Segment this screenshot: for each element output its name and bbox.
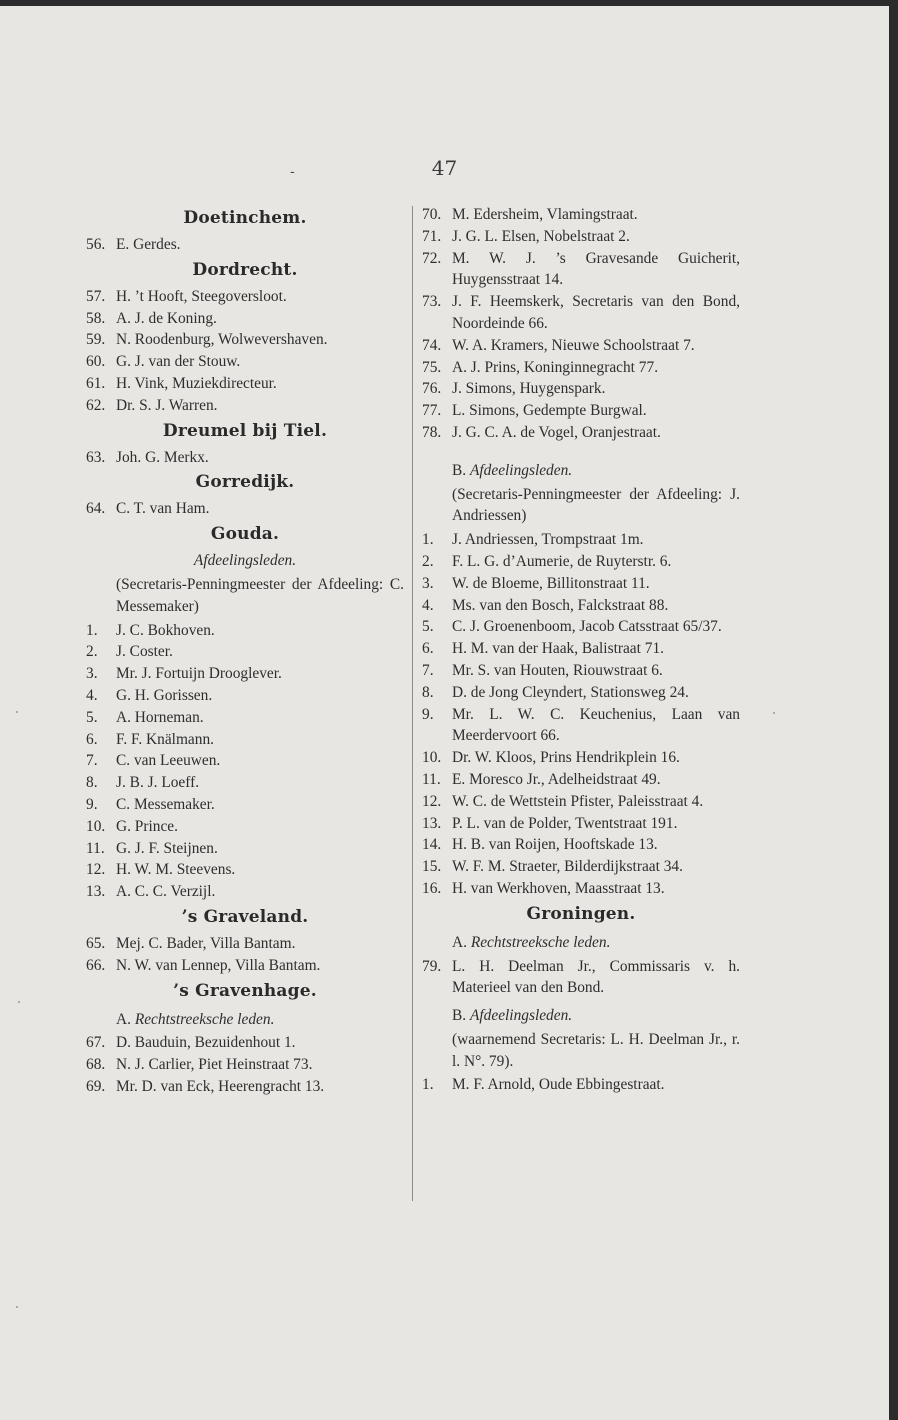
member-entry	[86, 1032, 404, 1054]
entry-text: W. A. Kramers, Nieuwe Schoolstraat 7.	[452, 336, 695, 354]
member-entry	[422, 834, 740, 856]
entry-text: J. G. L. Elsen, Nobelstraat 2.	[452, 227, 630, 245]
entry-text: H. ’t Hooft, Steegoversloot.	[116, 287, 287, 305]
member-entry	[422, 856, 740, 878]
member-entry	[422, 595, 740, 617]
entry-text: N. W. van Lennep, Villa Bantam.	[116, 956, 321, 974]
subsection-title	[422, 932, 740, 954]
member-entry	[422, 1074, 740, 1096]
member-entry	[422, 226, 740, 248]
entry-text: C. Messemaker.	[116, 795, 215, 813]
entry-number: 64.	[86, 500, 106, 518]
entry-number: 6.	[422, 640, 434, 658]
entry-number: 2.	[86, 643, 98, 661]
entry-text: H. van Werkhoven, Maasstraat 13.	[452, 879, 665, 897]
member-entry	[86, 286, 404, 308]
entry-number: 7.	[422, 661, 434, 679]
member-entry	[86, 707, 404, 729]
section-note: (Secretaris-Penningmeester der Afdeeling: J. Andriessen)	[452, 485, 740, 525]
member-entry	[86, 729, 404, 751]
entry-number: 70.	[422, 206, 442, 223]
entry-number: 79.	[422, 957, 442, 975]
member-entry	[86, 351, 404, 373]
entry-number: 13.	[86, 883, 106, 901]
entry-text: F. F. Knälmann.	[116, 730, 215, 748]
section-heading: Doetinchem.	[183, 208, 307, 228]
entry-text: G. H. Gorissen.	[116, 686, 213, 704]
entry-number: 7.	[86, 752, 98, 770]
entry-number: 16.	[422, 879, 442, 897]
section-heading: ’s Graveland.	[181, 906, 309, 927]
subsection-text: Rechtstreeksche leden.	[134, 1010, 275, 1028]
column-divider	[412, 206, 413, 1201]
document-page	[0, 6, 889, 1420]
member-entry	[422, 422, 740, 444]
entry-text: Mej. C. Bader, Villa Bantam.	[116, 934, 296, 952]
member-entry	[86, 685, 404, 707]
entry-number: 66.	[86, 956, 106, 974]
page-number: 47	[431, 156, 458, 180]
entry-number: 76.	[422, 380, 442, 398]
entry-number: 63.	[86, 448, 106, 466]
member-entry	[86, 395, 404, 417]
section-heading: Dordrecht.	[192, 259, 298, 280]
entry-text: N. J. Carlier, Piet Heinstraat 73.	[116, 1056, 313, 1074]
entry-text: P. L. van de Polder, Twentstraat 191.	[452, 814, 678, 832]
member-entry	[422, 638, 740, 660]
member-entry	[422, 378, 740, 400]
member-entry	[422, 291, 740, 335]
entry-text: J. F. Heemskerk, Secretaris van den Bond, Noordeinde 66.	[452, 293, 740, 332]
member-entry	[86, 373, 404, 395]
entry-text: E. Gerdes.	[116, 236, 181, 253]
entry-text: M. W. J. ’s Gravesande Guicherit, Huygensstraat 14.	[452, 249, 740, 289]
section-heading: Groningen.	[526, 903, 636, 924]
entry-text: Mr. D. van Eck, Heerengracht 13.	[116, 1077, 325, 1095]
entry-number: 67.	[86, 1034, 106, 1052]
entry-text: D. de Jong Cleyndert, Stationsweg 24.	[452, 683, 689, 701]
entry-text: L. H. Deelman Jr., Commissaris v. h. Materieel van den Bond.	[452, 957, 740, 997]
member-entry	[86, 641, 404, 663]
member-entry	[86, 329, 404, 351]
entry-text: Dr. S. J. Warren.	[116, 396, 218, 414]
entry-text: G. J. F. Steijnen.	[116, 839, 218, 857]
entry-text: G. Prince.	[116, 817, 178, 835]
member-entry	[422, 769, 740, 791]
subsection-text: Rechtstreeksche leden.	[470, 933, 611, 951]
entry-number: 9.	[422, 705, 434, 723]
paper-speck	[18, 1001, 20, 1003]
entry-number: 11.	[86, 839, 105, 857]
section-heading: ’s Gravenhage.	[173, 980, 317, 1001]
subsection-title	[86, 1009, 404, 1031]
subsection-label: B.	[452, 461, 467, 479]
member-entry	[422, 616, 740, 638]
entry-number: 1.	[86, 621, 98, 639]
entry-text: C. van Leeuwen.	[116, 752, 221, 770]
entry-text: D. Bauduin, Bezuidenhout 1.	[116, 1034, 296, 1052]
subsection-title: Afdeelingsleden.	[193, 552, 297, 570]
member-entry	[86, 663, 404, 685]
entry-text: C. T. van Ham.	[116, 500, 210, 518]
member-entry	[422, 248, 740, 292]
entry-number: 8.	[86, 774, 98, 792]
member-entry	[86, 859, 404, 881]
member-entry	[86, 234, 404, 256]
member-entry	[422, 682, 740, 704]
entry-text: E. Moresco Jr., Adelheidstraat 49.	[452, 770, 661, 788]
entry-text: W. de Bloeme, Billitonstraat 11.	[452, 574, 650, 592]
entry-number: 68.	[86, 1056, 106, 1074]
entry-text: A. J. de Koning.	[116, 309, 217, 327]
entry-number: 60.	[86, 353, 106, 371]
member-entry	[422, 529, 740, 551]
entry-number: 62.	[86, 396, 106, 414]
entry-number: 12.	[422, 792, 442, 810]
subsection-title	[422, 1005, 740, 1027]
entry-text: W. F. M. Straeter, Bilderdijkstraat 34.	[452, 858, 683, 876]
member-entry	[86, 816, 404, 838]
entry-number: 3.	[422, 574, 434, 592]
right-column	[422, 204, 740, 1096]
entry-number: 73.	[422, 293, 442, 311]
paper-speck	[16, 711, 18, 713]
member-entry	[422, 878, 740, 900]
entry-text: C. J. Groenenboom, Jacob Catsstraat 65/37.	[452, 618, 722, 636]
entry-number: 4.	[422, 596, 434, 614]
subsection-label: A.	[452, 933, 467, 951]
entry-number: 5.	[86, 708, 98, 726]
entry-number: 75.	[422, 358, 442, 376]
subsection-text: Afdeelingsleden.	[469, 461, 573, 479]
member-entry	[422, 357, 740, 379]
subsection-title	[422, 460, 740, 482]
member-entry	[86, 838, 404, 860]
subsection-label: A.	[116, 1010, 131, 1028]
entry-number: 61.	[86, 374, 106, 392]
entry-number: 8.	[422, 683, 434, 701]
entry-text: L. Simons, Gedempte Burgwal.	[452, 402, 647, 420]
entry-text: Mr. S. van Houten, Riouwstraat 6.	[452, 661, 663, 679]
member-entry	[422, 335, 740, 357]
entry-text: M. F. Arnold, Oude Ebbingestraat.	[452, 1076, 665, 1094]
section-heading: Gouda.	[210, 524, 280, 545]
member-entry	[422, 400, 740, 422]
section-note: (waarnemend Secretaris: L. H. Deelman Jr., r. l. N°. 79).	[452, 1030, 740, 1070]
entry-text: Joh. G. Merkx.	[116, 448, 209, 466]
entry-text: N. Roodenburg, Wolwevershaven.	[116, 331, 328, 349]
member-entry	[422, 956, 740, 1000]
member-entry	[422, 791, 740, 813]
member-entry	[422, 813, 740, 835]
entry-text: J. Coster.	[116, 643, 173, 661]
entry-text: J. B. J. Loeff.	[116, 774, 200, 792]
member-entry	[422, 747, 740, 769]
subsection-label: B.	[452, 1007, 467, 1025]
member-entry	[86, 955, 404, 977]
entry-text: Dr. W. Kloos, Prins Hendrikplein 16.	[452, 749, 680, 767]
entry-text: F. L. G. d’Aumerie, de Ruyterstr. 6.	[452, 552, 672, 570]
entry-text: Ms. van den Bosch, Falckstraat 88.	[452, 596, 669, 614]
left-column	[86, 204, 404, 1098]
entry-text: J. Simons, Huygenspark.	[452, 380, 606, 398]
entry-text: G. J. van der Stouw.	[116, 353, 241, 371]
member-entry	[86, 1054, 404, 1076]
member-entry	[422, 660, 740, 682]
entry-text: H. B. van Roijen, Hooftskade 13.	[452, 836, 658, 854]
entry-number: 69.	[86, 1077, 106, 1095]
member-entry	[86, 447, 404, 469]
entry-number: 59.	[86, 331, 106, 349]
entry-number: 56.	[86, 236, 106, 253]
entry-text: A. C. C. Verzijl.	[116, 883, 216, 901]
member-entry	[86, 498, 404, 520]
member-entry	[422, 573, 740, 595]
section-heading: Dreumel bij Tiel.	[162, 420, 328, 441]
entry-text: H. M. van der Haak, Balistraat 71.	[452, 640, 664, 658]
member-entry	[422, 551, 740, 573]
member-entry	[86, 933, 404, 955]
entry-number: 12.	[86, 861, 106, 879]
entry-number: 11.	[422, 770, 441, 788]
entry-text: M. Edersheim, Vlamingstraat.	[452, 206, 638, 223]
entry-number: 57.	[86, 287, 106, 305]
entry-number: 72.	[422, 249, 442, 267]
paper-speck	[16, 1306, 18, 1308]
entry-number: 10.	[422, 749, 442, 767]
entry-number: 77.	[422, 402, 442, 420]
section-note: (Secretaris-Penningmeester der Afdeeling: C. Messemaker)	[116, 575, 404, 615]
entry-number: 78.	[422, 423, 442, 441]
entry-number: 3.	[86, 665, 98, 683]
member-entry	[86, 308, 404, 330]
entry-text: Mr. J. Fortuijn Drooglever.	[116, 665, 282, 683]
member-entry	[422, 204, 740, 226]
member-entry	[422, 704, 740, 748]
entry-number: 58.	[86, 309, 106, 327]
subsection-text: Afdeelingsleden.	[469, 1007, 573, 1025]
member-entry	[86, 794, 404, 816]
entry-number: 1.	[422, 1076, 434, 1094]
entry-number: 1.	[422, 531, 434, 549]
entry-text: J. C. Bokhoven.	[116, 621, 215, 639]
member-entry	[86, 750, 404, 772]
member-entry	[86, 1076, 404, 1098]
member-entry	[86, 881, 404, 903]
paper-speck	[773, 712, 775, 714]
entry-text: W. C. de Wettstein Pfister, Paleisstraat 4.	[452, 792, 704, 810]
entry-number: 2.	[422, 552, 434, 570]
member-entry	[86, 620, 404, 642]
section-heading: Gorredijk.	[195, 472, 295, 493]
entry-number: 74.	[422, 336, 442, 354]
entry-text: A. J. Prins, Koninginnegracht 77.	[452, 358, 659, 376]
entry-number: 15.	[422, 858, 442, 876]
entry-number: 6.	[86, 730, 98, 748]
entry-number: 13.	[422, 814, 442, 832]
entry-text: J. Andriessen, Trompstraat 1m.	[452, 531, 644, 549]
entry-number: 5.	[422, 618, 434, 636]
entry-number: 4.	[86, 686, 98, 704]
spacer	[422, 444, 740, 454]
member-entry	[86, 772, 404, 794]
entry-number: 71.	[422, 227, 442, 245]
entry-number: 65.	[86, 934, 106, 952]
entry-text: H. Vink, Muziekdirecteur.	[116, 374, 277, 392]
entry-text: Mr. L. W. C. Keuchenius, Laan van Meerdervoort 66.	[452, 705, 740, 745]
entry-number: 10.	[86, 817, 106, 835]
entry-number: 14.	[422, 836, 442, 854]
entry-number: 9.	[86, 795, 98, 813]
entry-text: A. Horneman.	[116, 708, 204, 726]
page-mark: -	[290, 164, 295, 180]
entry-text: H. W. M. Steevens.	[116, 861, 236, 879]
entry-text: J. G. C. A. de Vogel, Oranjestraat.	[452, 423, 661, 441]
